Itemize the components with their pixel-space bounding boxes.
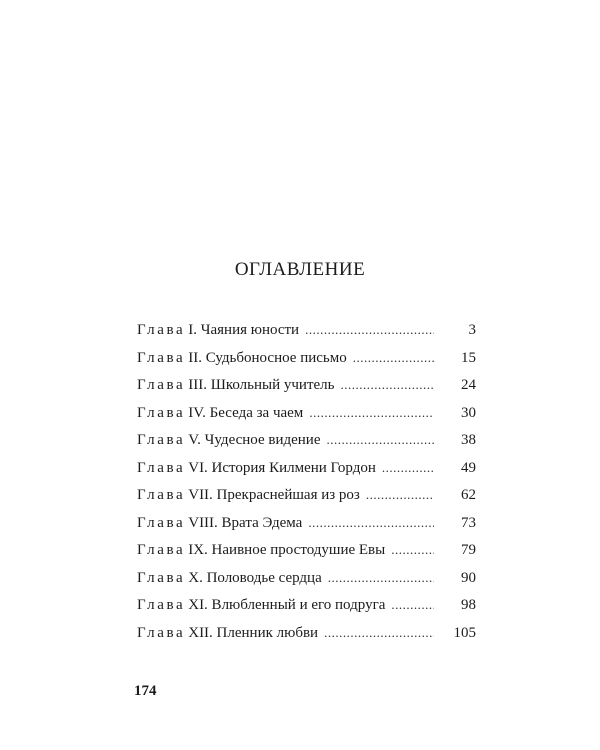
chapter-prefix: Глава — [137, 404, 186, 421]
toc-row-2 — [137, 348, 476, 376]
toc-entry — [137, 485, 440, 505]
toc-entry — [137, 320, 440, 340]
chapter-title: I. Чаяния юности — [188, 322, 300, 338]
chapter-title: V. Чудесное видение — [188, 432, 321, 448]
chapter-title: VI. История Килмени Гордон — [188, 459, 376, 476]
chapter-prefix: Глава — [137, 542, 186, 558]
chapter-page: 24 — [461, 377, 476, 393]
chapter-prefix: Глава — [137, 459, 186, 476]
chapter-page: 49 — [461, 459, 476, 476]
chapter-page: 79 — [461, 542, 476, 558]
chapter-page: 62 — [461, 487, 476, 503]
dot-leader — [391, 540, 434, 560]
table-of-contents — [137, 320, 476, 650]
toc-row-12 — [137, 623, 476, 651]
chapter-prefix: Глава — [137, 569, 186, 586]
toc-row-9 — [137, 540, 476, 568]
dot-leader — [327, 430, 435, 450]
chapter-prefix: Глава — [137, 349, 186, 366]
chapter-prefix: Глава — [137, 487, 186, 503]
page-number: 174 — [134, 683, 157, 699]
chapter-prefix: Глава — [137, 322, 186, 338]
chapter-title: X. Половодье сердца — [188, 569, 322, 586]
chapter-page: 38 — [461, 432, 476, 448]
chapter-title: XII. Пленник любви — [188, 624, 319, 641]
toc-entry — [137, 403, 440, 423]
toc-entry — [137, 375, 440, 395]
chapter-prefix: Глава — [137, 377, 186, 393]
toc-entry — [137, 430, 440, 450]
toc-row-6 — [137, 458, 476, 486]
chapter-page: 105 — [453, 624, 476, 641]
chapter-prefix: Глава — [137, 624, 186, 641]
toc-entry — [137, 595, 440, 615]
dot-leader — [305, 320, 434, 340]
chapter-page: 30 — [461, 404, 476, 421]
chapter-title: IV. Беседа за чаем — [188, 404, 304, 421]
toc-entry — [137, 458, 440, 478]
chapter-prefix: Глава — [137, 514, 186, 531]
toc-row-8 — [137, 513, 476, 541]
chapter-title: IX. Наивное простодушие Евы — [188, 542, 386, 558]
dot-leader — [308, 513, 434, 533]
chapter-prefix: Глава — [137, 597, 186, 613]
dot-leader — [391, 595, 434, 615]
toc-entry — [137, 348, 440, 368]
toc-row-11 — [137, 595, 476, 623]
chapter-title: XI. Влюбленный и его подруга — [188, 597, 386, 613]
chapter-title: VIII. Врата Эдема — [188, 514, 303, 531]
dot-leader — [309, 403, 434, 423]
toc-row-5 — [137, 430, 476, 458]
toc-entry — [137, 568, 440, 588]
toc-row-3 — [137, 375, 476, 403]
page-title: ОГЛАВЛЕНИЕ — [234, 259, 366, 280]
toc-row-10 — [137, 568, 476, 596]
toc-row-1 — [137, 320, 476, 348]
chapter-page: 15 — [461, 349, 476, 366]
toc-entry — [137, 513, 440, 533]
dot-leader — [328, 568, 434, 588]
chapter-page: 90 — [461, 569, 476, 586]
dot-leader — [324, 623, 434, 643]
toc-row-4 — [137, 403, 476, 431]
chapter-prefix: Глава — [137, 432, 186, 448]
dot-leader — [382, 458, 434, 478]
dot-leader — [341, 375, 435, 395]
toc-row-7 — [137, 485, 476, 513]
chapter-page: 3 — [468, 322, 476, 338]
chapter-title: VII. Прекраснейшая из роз — [188, 487, 360, 503]
chapter-title: II. Судьбоносное письмо — [188, 349, 347, 366]
toc-entry — [137, 623, 440, 643]
toc-entry — [137, 540, 440, 560]
chapter-page: 98 — [461, 597, 476, 613]
chapter-page: 73 — [461, 514, 476, 531]
dot-leader — [366, 485, 434, 505]
chapter-title: III. Школьный учитель — [188, 377, 335, 393]
dot-leader — [353, 348, 434, 368]
